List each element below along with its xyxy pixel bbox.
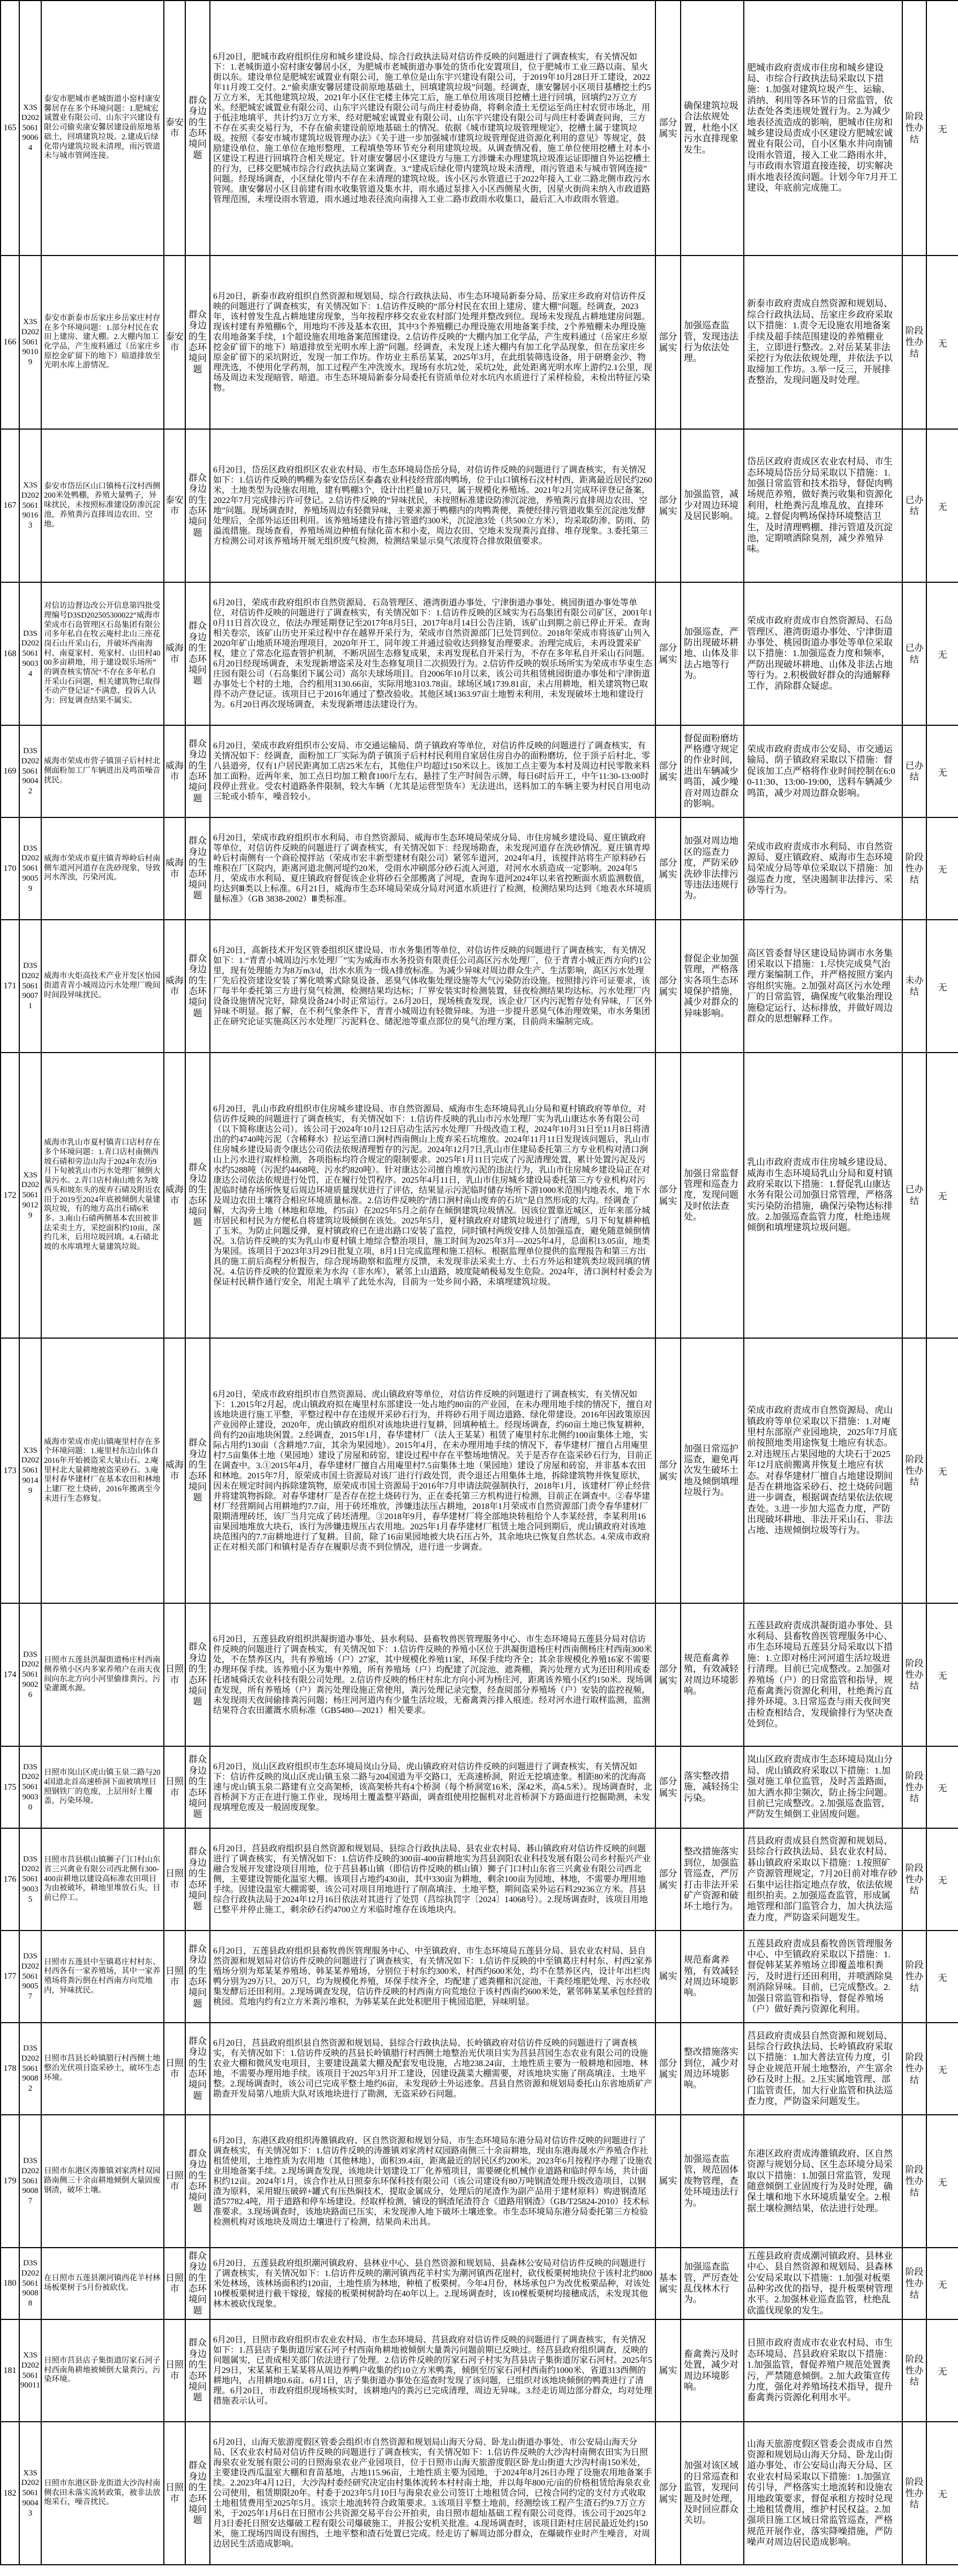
table-row <box>1 1931 958 2023</box>
table-row <box>1 429 958 582</box>
measure-cell: 加强监管，减少对周边环境及居民影响。 <box>681 429 744 582</box>
accountability-cell: 无 <box>926 429 958 582</box>
accountability-cell: 无 <box>926 2319 958 2422</box>
row-number-cell: 173 <box>1 1338 19 1603</box>
city-cell: 威海市 <box>164 725 185 817</box>
city-cell: 泰安市 <box>164 256 185 429</box>
row-number-cell: 169 <box>1 725 19 817</box>
row-number-cell: 177 <box>1 1931 19 2023</box>
rectification-cell: 荣成市政府责成市公安局、市交通运输局、荫子镇政府采取以下措施：督促该加工点严格将作业时间控制在6:00-11:30、13:00-19:00，送料车辆减少鸣笛，减少对周边群众影响。 <box>744 725 902 817</box>
city-cell: 泰安市 <box>164 429 185 582</box>
investigation-cell: 6月20日，五莲县政府组织潮河镇政府、县林业中心、县自然资源和规划局、县森林公安局对信访件反映的问题进行了调查核实，有关情况如下：1.信访件反映的潮河镇西花羊村实为潮河镇西花崖村，砍伐板栗树地块位于该村北约800米处林场，该林场面积约120亩，土地性质为林地，种植了板栗树。今年4月份，林场承包户为改优板栗品种，对该处10棵板栗树进行截干嫁接，嫁接的板栗树树龄均在40年以上。2.现场调查时，该10棵板栗树均接穗成活，未发现其他林木被砍伐现象。 <box>210 2248 655 2319</box>
verdict-cell: 部分属实 <box>655 1 681 256</box>
table-row <box>1 2023 958 2115</box>
table-row <box>1 2422 958 2565</box>
measure-cell: 规范畜禽养殖，有效减轻对周边环境影响。 <box>681 1603 744 1746</box>
city-cell: 日照市 <box>164 2023 185 2115</box>
verdict-cell: 部分属实 <box>655 1338 681 1603</box>
status-cell: 阶段性办结 <box>902 1603 926 1746</box>
measure-cell: 加强巡查监管，规范固体废物管理，查处环境违法行为。 <box>681 2115 744 2248</box>
table-row <box>1 1 958 256</box>
row-number-cell: 181 <box>1 2319 19 2422</box>
category-cell: 群众身边的生态环境问题 <box>185 1746 210 1828</box>
city-cell: 日照市 <box>164 1603 185 1746</box>
category-cell: 群众身边的生态环境问题 <box>185 1 210 256</box>
rectification-cell: 荣成市政府责成市水利局、市自然资源局、夏庄镇政府、威海市生态环境局荣成分局等单位采取以下措施：加强巡查力度，坚决遏制非法排污、采砂等行为。 <box>744 817 902 920</box>
accountability-cell: 无 <box>926 1 958 256</box>
status-cell: 阶段性办结 <box>902 817 926 920</box>
investigation-cell: 6月20日，五莲县政府组织县畜牧兽医管理服务中心、中至镇政府、市生态环境局五莲县分局、县农业农村局、县自然资源和规划局对信访件反映的问题进行了调查核实，有关情况如下：1.信访件反映的中至镇葛庄村村东、村西2家养殖场分别为郑某某养殖场、韩某某养殖场，分别位于村东约300米、村西约600米处，均不在禁养区内，设计年出栏肉鸭分别为29万只、20万只，均为规模化养殖，环保手续齐全，均配建了遮粪棚和沉淀池，干粪经堆肥处理、污水经收集发酵后还田利用。2.现场调查发现，信访件反映的村西南方向荒地位于该村西南约600米处，紧邻韩某某承包经营的桃园。荒地内约有2立方米粪污堆积，为韩某某在此处积肥用于桃园追肥，异味明显。 <box>210 1931 655 2023</box>
verdict-cell: 部分属实 <box>655 2422 681 2565</box>
case-id-cell: D3SD202506190057 <box>19 1931 41 2023</box>
rectification-cell: 莒县政府责成县自然资源和规划局、县综合行政执法局、长岭镇政府采取以下措施：1.加大普法宣传力度，引导企业规范开展土地整治，产生富余砂石及时上报。2.压实属地管理、部门监管责任，加大行业监管和执法巡查力度，严防盗采问题发生。 <box>744 2023 902 2115</box>
case-id-cell: D3SD202506190042 <box>19 725 41 817</box>
measure-cell: 整改措施落实到位，减少对周边环境影响。 <box>681 2023 744 2115</box>
city-cell: 威海市 <box>164 817 185 920</box>
rectification-cell: 岚山区政府责成市生态环境局岚山分局、虎山镇政府采取以下措施：1.加强对施工单位监管，及时苫盖路面，加大洒水抑尘频次，防止扬尘问题。目前已完成整改。2.加强巡查监管，严防发生倾倒工业固废问题。 <box>744 1746 902 1828</box>
row-number-cell: 180 <box>1 2248 19 2319</box>
case-id-cell: D3SD202506190030 <box>19 1746 41 1828</box>
measure-cell: 确保建筑垃圾合法依规处置，杜绝小区污水直排现象发生。 <box>681 1 744 256</box>
city-cell: 威海市 <box>164 1053 185 1338</box>
complaint-cell: 日照市东港区涛雒镇刘家湾村双园路南侧三十余亩耕地倾倒大量固废钢渣，破坏土壤。 <box>41 2115 164 2248</box>
complaint-cell: 泰安市岱岳区山口镇杨石汶村西侧200米处鸭棚，养殖大量鸭子，异味扰民，未按照标准建设防渗沉淀池，养殖粪污直排周边农田、空地。 <box>41 429 164 582</box>
city-cell: 日照市 <box>164 1931 185 2023</box>
measure-cell: 加强日常监督管理和巡查力度，发现问题及时依法查处。 <box>681 1053 744 1338</box>
city-cell: 日照市 <box>164 1828 185 1931</box>
city-cell: 日照市 <box>164 2422 185 2565</box>
investigation-cell: 6月20日，莒县政府组织县自然资源和规划局、县综合行政执法局、长岭镇政府对信访件反映的问题进行了调查核实，有关情况如下：1.信访件反映的莒县长岭镇腊行村西侧土地整治光伏项目实为莒县莒园生态农业有限公司的设施农业大棚和微风发电项目，主要建设蔬菜大棚及配套发电设施，占地238.24亩，土地性质主要为一般耕地和园地、林地，不需要办理用地手续。该项目于2025年3月开工建设，因建设蔬菜大棚需要，对该地块实施了削高填洼、土地平整。2.现场调查时，该公司已完成平整土地约6亩，未发现砂土外运迹象。莒县自然资源和规划局委托山东省地质矿产勘查开发局第八地质大队对该地块进行了勘测，无盗采砂石问题。 <box>210 2023 655 2115</box>
category-cell: 群众身边的生态环境问题 <box>185 1053 210 1338</box>
table-row <box>1 1053 958 1338</box>
accountability-cell: 无 <box>926 1338 958 1603</box>
accountability-cell: 无 <box>926 2115 958 2248</box>
rectification-cell: 岱岳区政府责成区农业农村局、市生态环境局岱岳分局采取以下措施：1.加强日常监管和技术指导，督促肉鸭场规范养殖，做好粪污收集和资源化利用，杜绝粪污乱堆乱放、直排环境。2.督促肉鸭场保持环境整洁卫生，及时清理鸭棚、排污管道及沉淀池，定期喷洒除臭剂，减少养殖异味。 <box>744 429 902 582</box>
complaint-cell: 威海市火炬高技术产业开发区怡园街道青青小城周边污水处理厂晚间时间段异味扰民。 <box>41 920 164 1053</box>
case-id-cell: D3SD202506190087 <box>19 2115 41 2248</box>
complaint-cell: 日照市莒县店子集街道厉家石河子村西南角耕地被倾倒大量粪污，污染环境。 <box>41 2319 164 2422</box>
complaint-cell: 对信访边督边改公开信息第四批受理编号D3SD202505300022“威海市荣成市石岛管理区石岛集团有限公司多年私自在牧云庵村北山三座花岗石山开采山石，并破坏西南海村、南夏家村、苑家村、山田村4000多亩耕地，用于建设娱乐场所”的调查核实情况“不存在多年私自开采山石问题，相关建筑物已取得不动产登记证”不满意，投诉人认为：回复调查结果不属实。 <box>41 582 164 725</box>
category-cell: 群众身边的生态环境问题 <box>185 2023 210 2115</box>
accountability-cell: 无 <box>926 2422 958 2565</box>
status-cell: 阶段性办结 <box>902 2248 926 2319</box>
status-cell: 阶段性办结 <box>902 1746 926 1828</box>
city-cell: 威海市 <box>164 582 185 725</box>
verdict-cell: 部分属实 <box>655 429 681 582</box>
category-cell: 群众身边的生态环境问题 <box>185 817 210 920</box>
category-cell: 群众身边的生态环境问题 <box>185 725 210 817</box>
category-cell: 群众身边的生态环境问题 <box>185 1828 210 1931</box>
investigation-cell: 6月20日，荣成市政府组织市水利局、市自然资源局、威海市生态环境局荣成分局、市住房城乡建设局、夏庄镇政府等单位，对信访件反映的问题进行了调查核实，有关情况如下：经现场勘查，未发现河道存在洗砂情况。夏庄镇青埠岭后村南侧有一个商砼搅拌站（荣成市宏丰新型建材有限公司）紧邻车道河，2024年4月，该搅拌站将生产原料砂石堆积在厂区院内，距离河道北侧河堤约20米，受雨水冲刷部分砂石流入河道，对河水水质造成一定影响。2024年5月，荣成市水利局、夏庄镇政府督促该企业将砂石全部搬离了河堤，查询车道河2024年以来省控断面水质监测数值，均达到Ⅲ类以上标准。6月21日，威海市生态环境局荣成分局对河道水质进行了检测，检测结果均达到《地表水环境质量标准》（GB 3838-2002）Ⅲ类标准。 <box>210 817 655 920</box>
status-cell: 阶段性办结 <box>902 1931 926 2023</box>
row-number-cell: 179 <box>1 2115 19 2248</box>
complaint-cell: 威海市荣成市夏庄镇青埠岭后村南侧车道河河道存在洗砂现象，导致河水浑浊，污染河流。 <box>41 817 164 920</box>
city-cell: 日照市 <box>164 1746 185 1828</box>
accountability-cell: 无 <box>926 1746 958 1828</box>
category-cell: 群众身边的生态环境问题 <box>185 920 210 1053</box>
complaint-cell: 日照市五莲县洪凝街道杨庄村西南侧养殖小区内多家养殖户在雨天夜间向东北方向小河里偷排粪污，污染灌溉水源。 <box>41 1603 164 1746</box>
status-cell: 已办结 <box>902 725 926 817</box>
measure-cell: 规范畜禽养殖，有效减轻对周边环境影响。 <box>681 1931 744 2023</box>
complaint-cell: 日照市莒县棋山镇狮子门口村山东省三兴禽业有限公司西北侧有300-400亩耕地以建设高标准农田项目为由被破坏，耕地里堆放石头，目前已停工。 <box>41 1828 164 1931</box>
measure-cell: 加强巡查监管，发现违法行为依法处理。 <box>681 256 744 429</box>
verdict-cell: 部分属实 <box>655 582 681 725</box>
complaint-cell: 威海市荣成市虎山镇庵里村存在多个环境问题：1.庵里村东边山体自2016年开始被盗采大量山石。2.庵里村北大量耕地被盗采砂石。3.庵里村春华建材厂在基本农田和林地上建厂挖土烧砖，2016年搬离至今未进行生态修复。 <box>41 1338 164 1603</box>
case-id-cell: D3SD202506190082 <box>19 2023 41 2115</box>
complaint-cell: 日照市五莲县中至镇葛庄村村东、村西各有一家养殖场，其中一家养殖场将粪污倒在村西南方向荒地内，异味扰民。 <box>41 1931 164 2023</box>
case-id-cell: X3SD202506190149 <box>19 1338 41 1603</box>
complaint-cell: 在日照市五莲县潮河镇西花羊村林场板栗树于5月份被砍伐。 <box>41 2248 164 2319</box>
table-row <box>1 817 958 920</box>
measure-cell: 加强对该区域的日常巡查和监管，发现问题及时处理，及时回应群众关切。 <box>681 2422 744 2565</box>
table-row <box>1 2319 958 2422</box>
measure-cell: 加强日常巡护巡查，避免再次发生破坏土地及倾倒填埋垃圾行为。 <box>681 1338 744 1603</box>
case-id-cell: X3SD202506190163 <box>19 429 41 582</box>
accountability-cell: 无 <box>926 1931 958 2023</box>
case-id-cell: D3SD202506190088 <box>19 2248 41 2319</box>
status-cell: 已办结 <box>902 582 926 725</box>
case-id-cell: D3SD202506190034 <box>19 582 41 725</box>
complaint-cell: 日照市东港区卧龙街道大沙沟村南侧农田未落实流转政策，被非法放炮采石，噪音扰民。 <box>41 2422 164 2565</box>
row-number-cell: 174 <box>1 1603 19 1746</box>
row-number-cell: 167 <box>1 429 19 582</box>
investigation-cell: 6月20日，荣成市政府组织市自然资源局、石岛管理区、港湾街道办事处、宁津街道办事处、桃园街道办事处等单位，对信访件反映的问题进行了调查核实，有关情况如下：1.信访件反映的区域实为石岛集团有限公司矿区，2001年10月11日首次设立，依法办理延期登记至2017年8月5日，2017年8月14日公告注销，该矿山到期之前已停止开采。查询相关卷宗，该矿山历史开采过程中存在越界开采行为，荣成市自然资源部门已处罚到位。2018年荣成市将该矿山列入2020年矿山地质环境治理项目，2020年开工、同年竣工并通过验收达到修复治理要求。治理完成后，未再设置采矿权，建立了常态化巡查管护机制，不断巩固生态修复成果，未再发现私自开采行为，不存在多年私自开采山石问题。6月20日经现场调查，未发现新增盗采及对生态修复项目二次损毁行为。2.信访件反映的娱乐场所实为荣成市华束生态庄园有限公司（石岛集团下属公司）高尔夫球场项目。自2006年10月以来，该公司共租赁桃园街道办事处和宁津街道办事处七个村的土地，合约租用3130.66亩，实际用地3103.78亩。球场区域1739.81亩，未占用耕地，相关建筑物已取得不动产登记证。该项目已于2016年通过了整改验收。其他区域1363.97亩土地暂未利用，未发现破坏土地和建设行为。6月20日再次现场调查，未发现新增违法建设行为。 <box>210 582 655 725</box>
case-id-cell: X3SD202506190129 <box>19 1053 41 1338</box>
rectification-cell: 新泰市政府责成自然资源和规划局、综合行政执法局、岳家庄乡政府采取以下措施：1.责令无设施农用地备案手续及超手续范围建设的养殖棚业主，立即进行整改。2.对岳某某非法采挖行为依法依规处理，并依法予以取缔加工作坊。3.举一反三，开展排查整治，发现问题及时处理。 <box>744 256 902 429</box>
status-cell: 阶段性办结 <box>902 1828 926 1931</box>
verdict-cell: 属实 <box>655 2115 681 2248</box>
category-cell: 群众身边的生态环境问题 <box>185 2319 210 2422</box>
rectification-cell: 日照市政府责成市农业农村局、市生态环境局、莒县政府采取以下措施：1.加强监管，督促养殖户规范处置粪污，严禁随意倾倒。2.加大政策宣传力度，强化对养殖场技术指导，提升畜禽粪污资源化利用水平。 <box>744 2319 902 2422</box>
accountability-cell: 无 <box>926 920 958 1053</box>
accountability-cell: 无 <box>926 582 958 725</box>
city-cell: 威海市 <box>164 1338 185 1603</box>
case-id-cell: D3SD202506190035 <box>19 1828 41 1931</box>
table-row <box>1 920 958 1053</box>
rectification-cell: 五莲县政府责成洪凝街道办事处、县水利局、县畜牧兽医管理服务中心、市生态环境局五莲县分局采取以下措施：1.立即对杨庄河河道生活垃圾进行清理。目前已完成整改。2.加强对养殖场（户）的日常监管和指导，规范畜禽粪污资源化利用，杜绝粪污直排外环境。3.日常巡查与雨天夜间突击检查相结合，发现偷排行为坚决查处到位。 <box>744 1603 902 1746</box>
table-row <box>1 1746 958 1828</box>
verdict-cell: 部分属实 <box>655 725 681 817</box>
row-number-cell: 170 <box>1 817 19 920</box>
complaint-cell: 日照市岚山区虎山镇玉泉二路与204国道北首高速桥洞下面被填埋日照钢铁厂的危废，上层用好土覆盖，污染环境。 <box>41 1746 164 1828</box>
table-row <box>1 2248 958 2319</box>
rectification-cell: 荣成市政府责成市自然资源局、石岛管理区、港湾街道办事处、宁津街道办事处、桃园街道办事处等单位采取以下措施：1.加强巡查力度和频率，严防出现破坏耕地、山体及非法占地等行为。2.积极做好群众的沟通解释工作，消除群众疑虑。 <box>744 582 902 725</box>
accountability-cell: 无 <box>926 1603 958 1746</box>
accountability-cell: 无 <box>926 256 958 429</box>
investigation-cell: 6月20日，莒县政府组织县自然资源和规划局、县综合行政执法局、县农业农村局、碁山镇政府对信访件反映的问题进行了调查核实，有关情况如下：1.信访件反映的300亩-400亩耕地实为莒县润阳农业科技发展有限公司乡村振兴产业融合发展开发建设项目用地，位于莒县碁山镇（即信访件反映的棋山镇）狮子门口村山东省三兴禽业有限公司西北侧，主要建设智能化温室大棚。该项目占地约430亩，其中330亩为耕地，剩余100亩为园地、林地，不需要办理用地手续。因建设温室大棚需要，该公司对项目用地进行了削高填洼、土地平整，期间盗采外运石料29236立方米。莒县综合行政执法局于2024年12月16日依法对其进行了处罚（莒综执罚字〔2024〕14068号）。2.现场调查时，该项目用地已整平并停止施工，剩余砂石约4700立方米临时堆存在该地块内。 <box>210 1828 655 1931</box>
verdict-cell: 部分属实 <box>655 1603 681 1746</box>
measure-cell: 加强巡查监管，严厉查处乱伐林木行为。 <box>681 2248 744 2319</box>
table-row <box>1 256 958 429</box>
status-cell: 阶段性办结 <box>902 2319 926 2422</box>
verdict-cell: 部分属实 <box>655 256 681 429</box>
table-row <box>1 725 958 817</box>
row-number-cell: 175 <box>1 1746 19 1828</box>
status-cell: 阶段性办结 <box>902 2422 926 2565</box>
complaint-cell: 威海市乳山市夏村镇青口店村存在多个环境问题：1.青口店村南侧西坡石碃和旁边山沟于2024年农历9月下旬被乳山市污水处理厂倾倒大量污水。2.青口店村南山地名为坡西头和坡东头的废弃石碃及附近农田于2019至2024年底被倾倒大量建筑垃圾，有的地方高出石碃6米多。3.南山石碃两侧基本农田被非法采卖土方，采挖面积约10亩，深约几米，后用垃圾回填。4.石碃北坡的水库填埋大量建筑垃圾。 <box>41 1053 164 1338</box>
measure-cell: 督促企业加强管理，严格落实各项生态环境保护措施，减少对群众的异味影响。 <box>681 920 744 1053</box>
rectification-cell: 乳山市政府责成市住房城乡建设局、威海市生态环境局乳山分局和夏村镇政府采取以下措施：1.督促乳山康达水务有限公司加强日常管理，严格落实污染防治措施，确保污染物达标排放。2.加强巡查监管力度，杜绝违规倾倒和填埋建筑垃圾问题。 <box>744 1053 902 1338</box>
city-cell: 泰安市 <box>164 1 185 256</box>
city-cell: 威海市 <box>164 920 185 1053</box>
verdict-cell: 部分属实 <box>655 1828 681 1931</box>
complaint-cell: 日照市莒县长岭镇腊行村西侧土地整治光伏项目盗采砂土，破坏生态环境。 <box>41 2023 164 2115</box>
row-number-cell: 165 <box>1 1 19 256</box>
accountability-cell: 无 <box>926 725 958 817</box>
table-row <box>1 1338 958 1603</box>
row-number-cell: 172 <box>1 1053 19 1338</box>
category-cell: 群众身边的生态环境问题 <box>185 2422 210 2565</box>
row-number-cell: 178 <box>1 2023 19 2115</box>
verdict-cell: 属实 <box>655 2319 681 2422</box>
row-number-cell: 176 <box>1 1828 19 1931</box>
case-id-cell: X3SD202506190064 <box>19 1 41 256</box>
verdict-cell: 基本属实 <box>655 2248 681 2319</box>
accountability-cell: 无 <box>926 1828 958 1931</box>
status-cell: 阶段性办结 <box>902 2115 926 2248</box>
investigation-cell: 6月20日，山海天旅游度假区管委会组织市自然资源和规划局山海天分局、卧龙山街道办事处、市公安局山海天分局、区农业农村局对信访件反映的问题进行了调查核实，有关情况如下：1.信访件反映的大沙沟村南侧农田实为日照海泉农业发展有限公司的日照海泉农业产业园项目，位于日照市山海天旅游度假区卧龙山街道大沙沟村南150米处，主要建设西瓜温室大棚和育苗基地，占地115.96亩，土地性质主要为园地，于2024年8月26日办理了设施农用地备案手续。2.2023年4月12日，大沙沟村委经研究决定由村集体流转本村村南土地，并以每年800元/亩的价格租赁给海泉农业公司使用，租赁期限20年。村委于2023年5月10日与海泉农业公司签订土地租赁合同，已按合同约定的支付方式收取土地租赁费用至2025年5月。该宗土地流转符合政策要求。3.该项目平整土地前，经测绘该工程产生渣石约9.7万立方米，于2025年1月6日在日照市公共资源交易平台公开拍卖，由日照市超灿基础工程有限公司竞得。该公司于2025年2月3日委托日照安达爆破工程有限公司爆破施工，并报公安机关批准。4.现场调查时，该项目距村庄居民最近处约150米，施工现场四周设有围挡，土地平整和渣石处置已完成。经走访了解周边部分群众，在爆破作业时产生噪音，对周边居民生活造成影响。 <box>210 2422 655 2565</box>
case-id-cell: D3SD202506190071 <box>19 920 41 1053</box>
verdict-cell: 部分属实 <box>655 817 681 920</box>
investigation-cell: 6月20日，岚山区政府组织市生态环境局岚山分局、虎山镇政府对信访件反映的问题进行了调查核实，有关情况如下：信访件反映的岚山区虎山镇玉泉二路与204国道为平交路口，无高速桥洞，附近无挖填迹象。相距80米的沈海高速与虎山镇玉泉二路建有立交高架桥，该高架桥共有4个桥洞（每个桥洞宽16米，深42米，高4.5米）。现场调查时，北首桥洞下方正在进行施工作业，现场用土覆盖整平路面，调查组使用挖掘机对北首桥洞下方路面进行挖掘勘测，未发现填埋危废及一般固废现象。 <box>210 1746 655 1828</box>
status-cell: 阶段性办结 <box>902 1 926 256</box>
measure-cell: 畜禽粪污及时处置，减少对周边环境影响。 <box>681 2319 744 2422</box>
rectification-cell: 肥城市政府责成市住房和城乡建设局、市综合行政执法局采取以下措施：1.加强对建筑垃圾产生、运输、消纳、利用等各环节的日常监管，依法查处各类违规处置行为。2.为减少地表径流造成的影响，肥城市住房和城乡建设局责成小区建设方肥城宏诚置业有限公司，自小区集水井向南铺设雨水管道，接入工业二路雨水井，与市政雨水管道直接连接，切实解决雨水地表径流问题。计划今年7月开工建设，年底前完成施工。 <box>744 1 902 256</box>
city-cell: 日照市 <box>164 2115 185 2248</box>
verdict-cell: 部分属实 <box>655 2023 681 2115</box>
rectification-cell: 东港区政府责成涛雒镇政府、区自然资源与规划分局、区生态环境分局采取以下措施：1.加强日常监管，发现随意倾倒工业固废行为及时处理，确保土壤和地下水环境质量安全。2.根据土壤检测结果，依法进行处理。 <box>744 2115 902 2248</box>
category-cell: 群众身边的生态环境问题 <box>185 1603 210 1746</box>
case-id-cell: X3SD202506190109 <box>19 256 41 429</box>
status-cell: 已办结 <box>902 1053 926 1338</box>
measure-cell: 督促面粉磨坊严格遵守规定的作业时间，进出车辆减少鸣笛，减少噪音对周边群众的影响。 <box>681 725 744 817</box>
category-cell: 群众身边的生态环境问题 <box>185 1338 210 1603</box>
investigation-cell: 6月20日，荣成市政府组织市公安局、市交通运输局、荫子镇政府等单位，对信访件反映的问题进行了调查核实，有关情况如下：经调查，面粉加工厂实际为荫子镇顶子后村村民利用自家居住房自办的面粉磨坊，位于顶子后村北、零八县道旁，仅有1户居民距离加工店25米左右，其他住户均超过150米以上。该加工点主要为本村及周边村民零散来料加工面粉。近两年来，加工点日均加工粮食100斤左右，悬挂了生产时间告示牌，每日6时后开工，中午11:30-13:00时段停止营业。受农村道路条件限制，较大车辆（尤其是运营型货车）无法进出，送料加工的车辆主要为村民自用电动三轮或小轿车，噪音较小。 <box>210 725 655 817</box>
measure-cell: 整改措施落实到位，加强监管巡查，严厉打击非法开采矿产资源和破坏土地行为。 <box>681 1828 744 1931</box>
investigation-cell: 6月20日，岱岳区政府组织区农业农村局、市生态环境局岱岳分局，对信访件反映的问题进行了调查核实，有关情况如下：1.信访件反映的鸭棚为泰安岱岳区泰鑫农业科技经营部肉鸭场，位于山口镇杨石汶村村西，距离最近居民约260米，土地类型为设施农用地，建有鸭棚3个，设计出栏量10万只，属于规模化养殖场。2021年2月完成环评登记备案，2022年7月完成排污许可登记。2.信访件反映的“异味扰民，未按照标准建设防渗沉淀池，养殖粪污直排周边农田、空地”问题。现场调查时，养殖场周边有轻微异味，主要来源于鸭棚内的肉鸭粪便，粪便经排污管道收集至沉淀池发酵处理后，全部外运还田利用。该养殖场建设有排污管道约300米，沉淀池3处（共500立方米），均采取防渗、防雨、防溢流措施。现场查看，养殖场周边种植有绿化苗木和小麦，周边农田、空地未发现粪污直排、堆存现象。3.委托第三方检测公司对该养殖场开展无组织废气检测，检测结果显示臭气浓度符合排放限值要求。 <box>210 429 655 582</box>
investigation-cell: 6月20日，荣成市政府组织市自然资源局、虎山镇政府等单位，对信访件反映的问题进行了调查核实，有关情况如下：1.2015年2月起，虎山镇政府拟在庵里村东部建设一处占地约80亩的产业园，在未办理用地手续的情况下，擅自对该地块进行施工平整，平整过程中存在违规开采砂石行为，并将砂石用于周边道路、绿化带建设。2016年因政策原因产业园停止建设，2020年，虎山镇政府组织对该地块进行复耕，回填种植土。经现场调查，约60亩土地已恢复耕种，尚有约20亩地块闲置。2.经调查，2015年1月，春华建材厂（法人王某某）租赁了庵里村东北侧约100亩集体土地，实际占用约130亩（含耕地7.7亩，其余为果园地）。2015年4月，在未办理用地手续的情况下，春华建材厂擅自占用庵里村7.5亩集体土地（果园地）建设了房屋和砖窑，建设过程中存在平整场地情况。关于是否存在盗采砂石行为，目前正在调查中。3.①2015年4月，春华建材厂擅自占用庵里村7.5亩集体土地（果园地）建设了房屋和砖窑，并非基本农田和林地。2015年7月，原荣成市国土资源局对该厂进行行政处罚，责令退还占用集体土地，拆除建筑物并恢复原状，因未在规定时间内拆除建筑物，原荣成市国土资源局于2016年7月申请法院强制执行，2018年1月，该建材厂停止经营并将建筑物拆除。对春华建材厂是否存在挖土烧砖行为，正在委托第三方机构进行检测，目前正在调查中。②春华建材厂经营期间占用耕地约7.7亩，用于砖坯堆放，涉嫌违法压占耕地，2018年1月荣成市自然资源部门责令春华建材厂限期清理砖坯，该厂当月完成了砖坯清理。③2018年9月，春华建材厂将全部地块转租给个人李某经营，李某利用16亩果园地堆放大块石，该行为涉嫌违规压占农用地。2025年1月春华建材厂租赁土地合同到期后，虎山镇政府对该地块范围内的7.7亩耕地进行了复耕。目前，除了16亩果园地被大块石压占外，其余地块已恢复自然状态。4.荣成市政府正在对相关部门和镇村是否存在履职尽责不到位情况，进行进一步调查。 <box>210 1338 655 1603</box>
accountability-cell: 无 <box>926 2023 958 2115</box>
investigation-cell: 6月20日，五莲县政府组织洪凝街道办事处、县水利局、县畜牧兽医管理服务中心、市生态环境局五莲县分局对信访件反映的问题进行了调查核实，有关情况如下：1.信访件反映的养殖小区位于洪凝街道杨庄村西南侧杨庄村西南300米处，不在禁养区内，共有养殖场（户）27家，其中规模化养殖11家，环保手续均齐全；其余非规模化养殖16家不需要办理环保手续。该养殖小区为集中养殖，所有养殖场（户）均配建了沉淀池、遮粪棚，粪污处理方式为还田利用或委托诸城舜沃农业科技有限公司处理。2.信访件反映的杨庄村东北方向小河为杨庄河，距离该养殖小区约150米。现场调查发现，所有养殖场（户）粪污处理设施正常使用，粪污处理记录完整，经查阅部分养殖场（户）安装的监控视频，未发现雨天夜间偷排粪污问题；杨庄河河道内有少量生活垃圾，无畜禽粪污排入痕迹。经对河水进行取样监测，监测结果符合农田灌溉水质标准（GB5480—2021）相关要求。 <box>210 1603 655 1746</box>
category-cell: 群众身边的生态环境问题 <box>185 582 210 725</box>
investigation-cell: 6月20日，日照市政府组织市农业农村局、市生态环境局、莒县政府对信访件反映的问题进行了调查核实，有关情况如下：1.莒县店子集街道厉家石河子村西南角耕地被倾倒大量粪污问题前期已反映过。经莒县政府组织调查，反映的问题属实，已责成相关部门依法进行了处理。2.信访件反映的厉家石河子村实为莒县店子集街道厉家石河村。2025年5月29日，宋某某和王某某将从周边养鸭户收集的约10立方米鸭粪，倾倒至厉家石河村西南约1000米、省道313西侧的耕地内，占用耕地0.6亩。6月1日，店子集街道办事处在巡查时发现了该问题，已组织对该地块倾倒的鸭粪进行了清理。6月20日，市政府组织现场核实时，该耕地内的粪污已完成清理，周边无异味。3.经走访周边部分群众，均对处理措施表示认可。 <box>210 2319 655 2422</box>
row-number-cell: 171 <box>1 920 19 1053</box>
row-number-cell: 166 <box>1 256 19 429</box>
measure-cell: 加强对周边地区的巡查力度，严防采砂洗砂非法排污等违法违规行为。 <box>681 817 744 920</box>
investigation-cell: 6月20日，乳山市政府组织市住房城乡建设局、市自然资源局、威海市生态环境局乳山分局和夏村镇政府等单位，对信访件反映的问题进行了调查核实，有关情况如下：1.信访件反映的乳山市污水处理厂实为乳山康达水务有限公司（以下简称康达公司）。该公司于2024年10月12日启动生活污水处理厂升级改造工程，2024年10月31日至11月8日将清出的约4740吨污泥（含稀释水）拉运至清口涧村西南侧山上废弃采石坑堆放。2024年11月11日发现该问题后，乳山市住房城乡建设局责令康达公司依法依规清理暂存的污泥。2024年12月7日,乳山市住建局委托第三方专业机构对清口涧山上污水进行取样检测，各项指标均符合规定的限制要求。2025年1月11日完成了污泥清理处置，累计处置污泥及污水约5288吨（污泥约4468吨、污水约820吨）。针对康达公司擅自堆放污泥的违法行为，乳山市住房城乡建设局正在对康达公司依法依规进行处罚，正在履行处罚程序。2025年4月11日，乳山市住房城乡建设局委托第三方专业机构对污泥临时储存场所恢复后周边环境质量现状进行了评估，结果显示污泥临时储存场所下游1000米范围内地表水、地下水及周边农田土壤符合相应环境质量标准。2.信访件反映的“清口涧村南山废弃的石坑”是自然形成的大沟。经调查了解，大沟旁土地（林地和草地，约5亩）在2025年5月之前存在倾倒建筑垃圾情况。因该位置靠近城区，近年来部分城市居民和村民为方便私自将建筑垃圾倾倒在该处。2025年5月，夏村镇政府对建筑垃圾进行了清理，5月下旬复耕种植了玉米。为防止问题反弹，夏村镇政府已在进出路口安装了监控，同时镇村两级安排人员加强巡查，避免随意倾倒情况。3.信访件反映的实为乳山市夏村镇土地综合整治项目，施工时间为2025年3月—2025年4月，总面积13.05亩，地类为果园。该项目于2023年3月29日批复立项，8月1日完成监理和施工招标。根据监理单位提供的监理报告和第三方出具的施工前后高程分析报告，综合现场勘察和监理方反馈，未发现非法采卖土方、土石方外运和建筑类垃圾回填的情况。4.信访件反映的位置原来为水沟（非水库），紧邻上山道路，坡度陡峭极易发生危险。2024年，清口涧村村委会为保证村民耕作通行安全，用泥土填平了此处水沟，目前为一处乡间小路，未填埋建筑垃圾。 <box>210 1053 655 1338</box>
investigation-cell: 6月20日，肥城市政府组织住房和城乡建设局、综合行政执法局对信访件反映的问题进行了调查核实，有关情况如下：1.老城街道小窑村康安馨居小区，为肥城市老城街道办事处的货币化安置项目，位于肥城市工业三路以南、星火街以东。建设单位是肥城宏诚置业有限公司，施工单位是山东宇兴建设有限公司，于2019年10月28日开工建设，2022年11月竣工交付。2.“偷卖康安馨居建设前原地基础土，回填建筑垃圾”问题。经调查，康安馨居小区项目基槽挖土约5万立方米，无其他建筑垃圾，2021年小区住宅楼主体完工后，施工单位用该项目挖槽土进行回填，回填约2万立方米。经肥城宏诚置业有限公司、山东宇兴建设有限公司与尚庄村委协商，将剩余渣土无偿运至尚庄村农贸市场北，用于低洼地填平，共计约3万立方米，经对肥城宏诚置业有限公司、山东宇兴建设有限公司与尚庄村委调查问询，三方不存在买卖交易行为，不存在偷卖建设前原地基础土的情况。依据《城市建筑垃圾管理规定》，挖槽土属于建筑垃圾。按照《泰安市城市建筑垃圾管理办法》《关于进一步加强城市建筑垃圾管理促进资源化利用的意见》等规定，鼓励建设单位、施工单位在地形整理、工程填垫等环节充分利用建筑垃圾。从调查情况看，施工单位使用挖槽土对本小区建设工程进行回填符合相关规定。针对康安馨居小区建设方与施工方涉嫌未办理建筑垃圾准运证即擅自外运挖槽土的行为，已移交肥城市综合行政执法局立案调查。3.“建成后绿化带内建筑垃圾未清理，雨污管道未与城市管网连接”问题。经现场调查，小区绿化带内不存在未清理的建筑垃圾。该小区污水管道已于2022年接入工业二路北侧市政污水管网。康安馨居小区目前建有雨水收集管道及集水井，雨水通过泵排入小区西侧星火街，因星火街尚未纳入市政道路管理范围，未埋设雨水管道，雨水通过地表径流向南排入工业二路市政雨水收集口，最后汇入市政雨水管道。 <box>210 1 655 256</box>
complaint-cell: 泰安市肥城市老城街道小窑村康安馨居存在多个环境问题：1.肥城宏诚置业有限公司、山东宇兴建设有限公司偷卖康安馨居建设前原地基础土，回填建筑垃圾。2.建成后绿化带内建筑垃圾未清理，雨污管道未与城市管网连接。 <box>41 1 164 256</box>
table-body <box>1 1 958 2565</box>
accountability-cell: 无 <box>926 2248 958 2319</box>
verdict-cell: 部分属实 <box>655 920 681 1053</box>
category-cell: 群众身边的生态环境问题 <box>185 429 210 582</box>
verdict-cell: 部分属实 <box>655 1053 681 1338</box>
rectification-cell: 五莲县政府责成县畜牧兽医管理服务中心、中至镇政府采取以下措施：1.督促韩某某养殖场立即覆盖堆积粪污，及时进行还田利用，并喷洒除臭剂消除异味。目前，已完成整改。2.加强日常监管和指导，督促养殖场（户）做好粪污资源化利用。 <box>744 1931 902 2023</box>
table-row <box>1 2115 958 2248</box>
category-cell: 群众身边的生态环境问题 <box>185 2115 210 2248</box>
rectification-cell: 山海天旅游度假区管委会责成市自然资源和规划局山海天分局、卧龙山街道办事处、市公安局山海天分局、区农业农村局采取以下措施：1.加强宣传引导，严格落实土地流转和设施农用地政策要求，督促承租方按时兑现土地租赁费用，维护村民权益。2.加强项目施工区域日常监管巡查，严格规范开展作业，落实降噪措施，严防噪声对周边居民造成影响。 <box>744 2422 902 2565</box>
accountability-cell: 无 <box>926 817 958 920</box>
accountability-cell: 无 <box>926 1053 958 1338</box>
case-id-cell: X3SD202506190011 <box>19 2319 41 2422</box>
investigation-cell: 6月20日，新泰市政府组织自然资源和规划局、综合行政执法局、市生态环境局新泰分局、岳家庄乡政府对信访件反映的问题进行了调查核实，有关情况如下：1.信访件反映的“部分村民在农田上建房、建大棚”问题。经调查，2023年，该村曾发生乱占耕地建房现象，当年按程序移交农业农村部门处理并整改到位。现场未发现乱占耕地建房问题。现该村建有养殖棚6个，用地均不涉及基本农田，其中3个养殖棚已办理设施农用地备案手续，2个养殖棚未办理设施农用地备案手续，1个超设施农用地备案范围建设。2.信访件反映的“大棚内加工化学品，产生废料通过（岳家庄乡原挖金矿留下的地下）暗道排放至光明水库上游”问题。经调查，未发现上述大棚内有加工化学品现象，但在岳家庄乡原金矿留下的采坑附近，发现一加工作坊。作坊业主系岳某某，2025年3月，在此组装筛选设备，用于研磨金沙、物理洗选，不使用化学药剂，加工过程产生冲洗废水。现场有水坑2处，采坑2处，此处距离光明水库上游约2.1公里，现场及周边未发现暗管、暗道。市生态环境局新泰分局委托有资质单位对水坑内水质进行了采样检验，未检出特征污染物。 <box>210 256 655 429</box>
rectification-cell: 荣成市政府责成市自然资源局、虎山镇政府等单位采取以下措施：1.对庵里村东部原产业园地块，2025年7月底前按照地类用途恢复土地应有状态。2.对违规压占果园地的大块石于2025年12月底前搬离并恢复土地应有状态。对春华建材厂擅自占地建设期间是否在耕地盗采砂石、挖土烧砖问题进一步调查，根据调查结果依法依规查处。3.进一步加大巡查力度，严防出现破坏耕地、非法开采山石、非法占地、违规倾倒垃圾等行为。 <box>744 1338 902 1603</box>
row-number-cell: 168 <box>1 582 19 725</box>
complaint-cell: 泰安市新泰市岳家庄乡岳家庄村存在多个环境问题：1.部分村民在农田上建房、建大棚。2.大棚内加工化学品，产生废料通过（岳家庄乡原挖金矿留下的地下）暗道排放至光明水库上游情况。 <box>41 256 164 429</box>
category-cell: 群众身边的生态环境问题 <box>185 1931 210 2023</box>
category-cell: 群众身边的生态环境问题 <box>185 256 210 429</box>
investigation-cell: 6月20日，高新技术开发区管委组织区建设局、市水务集团等单位，对信访件反映的问题进行了调查核实，有关情况如下：1.“青青小城周边污水处理厂”实为威海市水务投资有限责任公司高区污水处理厂，位于青青小城正西方向约1公里，现有处理能力为8万m3/d，出水水质为一级A排放标准。为减少异味对周边群众生产、生活影响，高区污水处理厂先后投资建设安装了雾化喷雾式除臭设备、恶臭气体收集处理设施等大气污染防治设施。按照排污许可证要求，该厂每半年委托第三方进行臭气检测，检测结果均达标；厂界安装实时检测装置，昼夜检测结果均达标。污水处理厂内设备设施情况完好，除臭设备24小时正常运行。2.6月20日，现场核查发现，该企业厂区内污泥暂存处有异味，厂区外异味不明显。据了解，在不利气象条件下，青青小城周边有轻微异味。为进一步提升恶臭气体治理效果，市水务集团正在研究论证实施高区污水处理厂污泥料仓、储泥池等重点部位的臭气治理方案，目前尚未编制完成。 <box>210 920 655 1053</box>
row-number-cell: 182 <box>1 2422 19 2565</box>
case-id-cell: X3SD202506190043 <box>19 2422 41 2565</box>
measure-cell: 加强巡查，严防出现破坏耕地、山体及非法占地等行为。 <box>681 582 744 725</box>
complaint-cell: 威海市荣成市营子镇顶子后村村北侧面粉加工厂车辆进出及鸣笛噪音扰民。 <box>41 725 164 817</box>
status-cell: 未办结 <box>902 920 926 1053</box>
table-row <box>1 1603 958 1746</box>
table-row <box>1 1828 958 1931</box>
verdict-cell: 部分属实 <box>655 1746 681 1828</box>
status-cell: 阶段性办结 <box>902 256 926 429</box>
case-id-cell: D3SD202506190059 <box>19 817 41 920</box>
rectification-cell: 莒县政府责成县自然资源和规划局、县综合行政执法局、县农业农村局、碁山镇政府采取以下措施：1.按照矿产资源管理规定，7月20日前对堆存砂石集中运往指定地点存放，依法依规组织拍卖。2.加强巡查监管，形成属地管理和部门监管合力，加大执法巡查力度，严防盗采问题发生。 <box>744 1828 902 1931</box>
verdict-cell: 属实 <box>655 1931 681 2023</box>
measure-cell: 落实整改措施，减轻扬尘污染。 <box>681 1746 744 1828</box>
rectification-cell: 高区管委督导区建设局协调市水务集团采取以下措施：1.尽快完成臭气治理方案编制工作，并严格按照方案内容组织实施。2.加强对高区污水处理厂的日常监管，确保废气收集治理设施稳定运行、达标排放，并做好周边群众的思想解释工作。 <box>744 920 902 1053</box>
investigation-cell: 6月20日，东港区政府组织涛雒镇政府、区自然资源和规划分局、市生态环境局东港分局对信访件反映的问题进行了调查核实，有关情况如下：1.信访件反映的涛雒镇刘家湾村双园路南侧三十余亩耕地，现由东港海晟水产养殖合作社租赁使用，土地性质为农用地（其他林地），面积39.4亩，距离最近的居民区约200米。2023年6月按程序办理了设施农业用地备案手续。2.现场调查发现，该地块计划建设工厂化养殖项目，需要硬化机械作业道路和临时停车场，共计面积约12亩。2024年1月，该合作社从日照泰东环保科技有限公司（该公司建设有80万吨钢渣处理升级改造项目，以钢渣为原料，采用辊压破碎+罐式有压热焖技术，提取金属成分，处理后的尾渣作为副产品用于建材原料）购进钢渣尾渣57782.4吨，用于道路和停车场建设。经取样检测，铺设的钢渣尾渣符合《道路用钢渣》（GB/T25824-2010）技术标准要求。3.现场调查时，该地块路面已压实，未发现渗入地下破坏土壤迹象。市生态环境局东港分局委托第三方检验检测机构对该地块及周边土壤进行了检测，结果尚未出具。 <box>210 2115 655 2248</box>
city-cell: 日照市 <box>164 2248 185 2319</box>
rectification-cell: 五莲县政府责成潮河镇政府、县林业中心、县自然资源和规划局、县森林公安局采取以下措施：1.加强对板栗品种劣改优的指导，提升板栗树管理水平。2.加强林业巡查监管，杜绝乱砍滥伐现象的发生。 <box>744 2248 902 2319</box>
city-cell: 日照市 <box>164 2319 185 2422</box>
status-cell: 阶段性办结 <box>902 1338 926 1603</box>
status-cell: 已办结 <box>902 429 926 582</box>
category-cell: 群众身边的生态环境问题 <box>185 2248 210 2319</box>
table-row <box>1 582 958 725</box>
case-id-cell: D3SD202506190026 <box>19 1603 41 1746</box>
status-cell: 阶段性办结 <box>902 2023 926 2115</box>
